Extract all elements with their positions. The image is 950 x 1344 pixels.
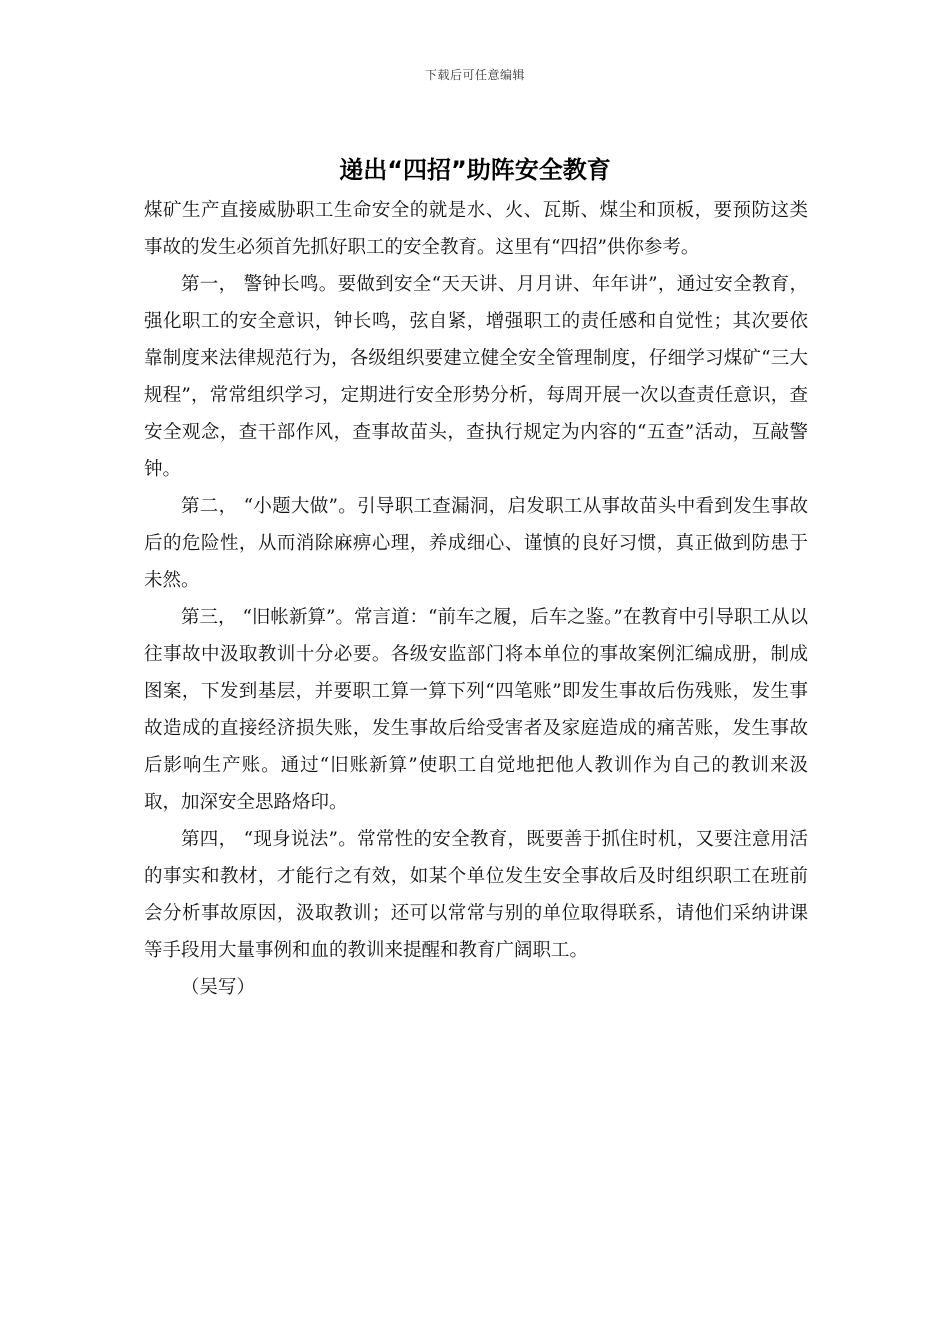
author-signature: （吴写） <box>181 977 256 998</box>
paragraph-third-tip: 第三， “旧帐新算”。常言道：“前车之履，后车之鉴。”在教育中引导职工从以往事故中汲取教训十分必要。各级安监部门将本单位的事故案例汇编成册，制成图案，下发到基层，并要职工算一算下列“四笔账”即发生事故后伤残账，发生事故造成的直接经济损失账，发生事故后给受害者及家庭造成的痛苦账，发生事故后影响生产账。通过“旧账新算”使职工自觉地把他人教训作为自己的教训来汲取，加深安全思路烙印。 <box>144 607 808 813</box>
document-title: 递出“四招”助阵安全教育 <box>339 156 611 184</box>
paragraph-intro: 煤矿生产直接威胁职工生命安全的就是水、火、瓦斯、煤尘和顶板，要预防这类事故的发生必须首先抓好职工的安全教育。这里有“四招”供你参考。 <box>144 200 808 258</box>
paragraph-first-tip: 第一， 警钟长鸣。要做到安全“天天讲、月月讲、年年讲”，通过安全教育，强化职工的安全意识，钟长鸣，弦自紧，增强职工的责任感和自觉性；其次要依靠制度来法律规范行为，各级组织要建立健全安全管理制度，仔细学习煤矿“三大规程”，常常组织学习，定期进行安全形势分析，每周开展一次以查责任意识，查安全观念，查干部作风，查事故苗头，查执行规定为内容的“五查”活动，互敲警钟。 <box>144 274 808 480</box>
page-header: 下载后可任意编辑 <box>424 68 525 82</box>
paragraph-second-tip: 第二， “小题大做”。引导职工查漏洞，启发职工从事故苗头中看到发生事故后的危险性，从而消除麻痹心理，养成细心、谨慎的良好习惯，真正做到防患于未然。 <box>144 496 808 591</box>
document-body <box>144 192 808 1006</box>
paragraph-fourth-tip: 第四， “现身说法”。常常性的安全教育，既要善于抓住时机，又要注意用活的事实和教材，才能行之有效，如某个单位发生安全事故后及时组织职工在班前会分析事故原因，汲取教训；还可以常常与别的单位取得联系，请他们采纳讲课等手段用大量事例和血的教训来提醒和教育广阔职工。 <box>144 829 808 961</box>
